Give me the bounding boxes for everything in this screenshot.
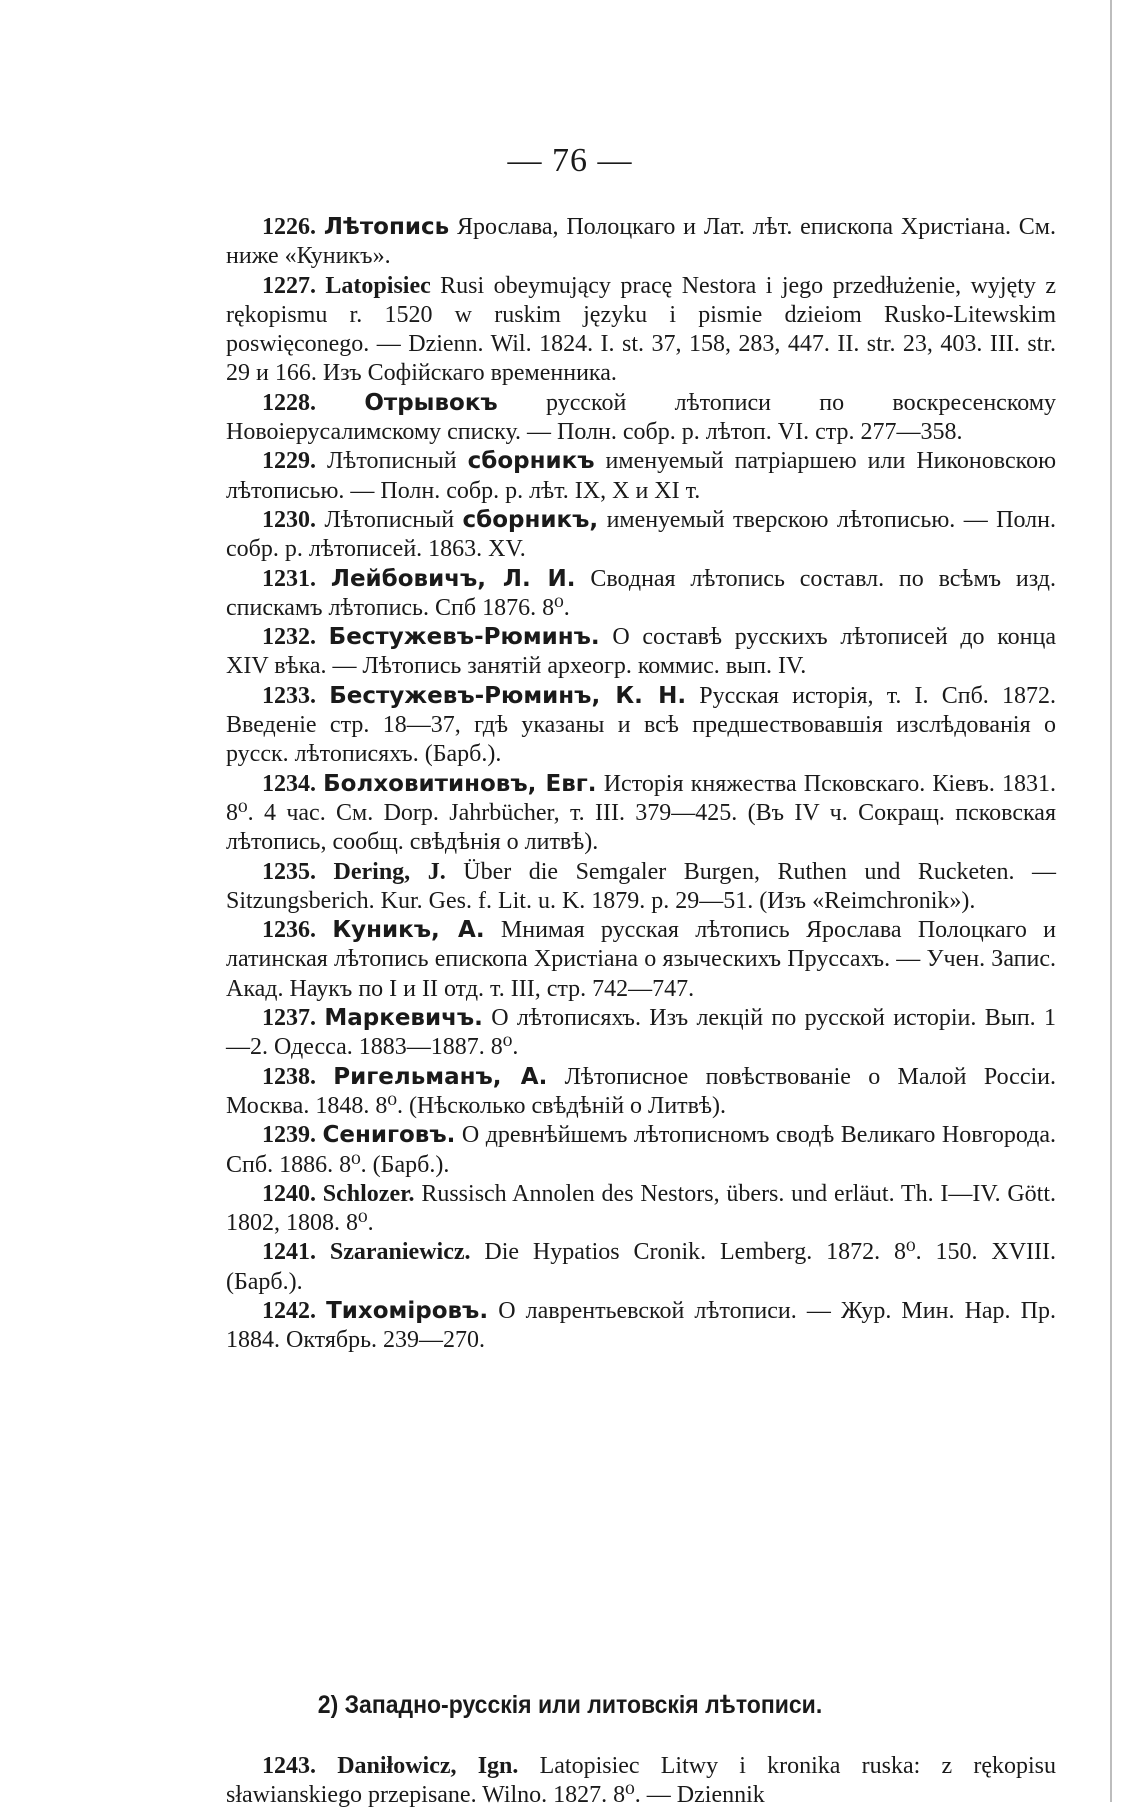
entry-heading: Бестужевъ-Рюминъ. — [328, 624, 600, 651]
entry-number: 1228. — [262, 389, 316, 416]
entry-prefix: Лѣтописный — [316, 506, 463, 533]
entry-text: Лѣтописное повѣствованіе о Малой Россіи. Москва. 1848. 8⁰. (Нѣсколько свѣдѣній о Литвѣ). — [226, 1063, 1056, 1119]
section-title: 2) Западно-русскія или литовскія лѣтописи. — [317, 1691, 823, 1719]
entry-number: 1226. — [262, 214, 316, 240]
entry-heading: Szaraniewicz. — [329, 1239, 471, 1266]
entry-number: 1234. — [262, 770, 316, 797]
bibliography-entry — [226, 770, 1056, 858]
entry-text: Über die Semgaler Burgen, Ruthen und Rucketen. — Sitzungsberich. Kur. Ges. f. Lit. u. K. 1879. p. 29—51. (Изъ «Reimchronik»). — [226, 858, 1057, 914]
bibliography-entry — [226, 506, 1056, 565]
entry-text: Сводная лѣтопись составл. по всѣмъ изд. спискамъ лѣтопись. Спб 1876. 8⁰. — [226, 565, 1056, 621]
entry-number: 1231. — [262, 565, 316, 592]
bibliography-entry — [226, 858, 1056, 917]
entry-text: О составѣ русскихъ лѣтописей до конца XIV вѣка. — Лѣтопись занятій археогр. коммис. вып. IV. — [226, 624, 1056, 680]
entry-heading: Лейбовичъ, Л. И. — [330, 565, 576, 592]
bibliography-entry — [226, 1238, 1056, 1297]
bibliography-entry — [226, 213, 1056, 272]
entry-heading: Ригельманъ, А. — [333, 1063, 548, 1090]
entry-heading: Бестужевъ-Рюминъ, К. Н. — [329, 682, 687, 709]
entry-heading: сборникъ, — [462, 506, 599, 533]
entry-text: Russisch Annolen des Nestors, übers. und erläut. Th. I—IV. Gött. 1802, 1808. 8⁰. — [226, 1180, 1057, 1237]
entry-number: 1239. — [262, 1122, 316, 1149]
entry-heading: сборникъ — [467, 448, 595, 475]
entry-heading: Тихоміровъ. — [326, 1297, 489, 1324]
entry-number: 1240. — [262, 1180, 316, 1207]
entry-text: Latopisiec Litwy i kronika ruska: z rękopisu sławianskiego przepisane. Wilno. 1827. 8⁰. — Dziennik — [226, 1753, 1056, 1809]
entry-number: 1237. — [262, 1005, 316, 1032]
bibliography-entry — [226, 272, 1056, 389]
entry-number: 1230. — [262, 506, 316, 533]
bibliography-entry — [226, 1004, 1056, 1063]
entry-text: Исторія княжества Псковскаго. Кіевъ. 1831. 8⁰. 4 час. См. Dorp. Jahrbücher, т. III. 379—425. (Въ IV ч. Сокращ. псковская лѣтопись, сообщ. свѣдѣнія о литвѣ). — [226, 770, 1056, 856]
bibliography-entry — [226, 389, 1056, 448]
entry-number: 1238. — [262, 1063, 316, 1090]
entry-heading: Отрывокъ — [364, 389, 498, 416]
entry-text: именуемый патріаршею или Никоновскою лѣтописью. — Полн. собр. р. лѣт. IX, X и XI т. — [226, 448, 1056, 504]
entry-text: Мнимая русская лѣтопись Ярослава Полоцкаго и латинская лѣтопись епископа Христіана о языческихъ Пруссахъ. — Учен. Запис. Акад. Наукъ по I и II отд. т. III, стр. 742—747. — [226, 917, 1056, 1002]
entry-text: Rusi obeymujący pracę Nestora i jego przedłużenie, wyjęty z rękopismu r. 1520 w ruskim języku i pismie dzieiom Rusko-Litewskim poswięconego. — Dzienn. Wil. 1824. I. st. 37, 158, 283, 447. II. str. 23, 403. III. str. 29 и 166. Изъ Софійскаго временника. — [226, 272, 1056, 387]
entry-text: именуемый тверскою лѣтописью. — Полн. собр. р. лѣтописей. 1863. XV. — [226, 506, 1056, 563]
bibliography-entry — [226, 916, 1056, 1004]
entry-text: О лаврентьевской лѣтописи. — Жур. Мин. Нар. Пр. 1884. Октябрь. 239—270. — [226, 1297, 1056, 1354]
bibliography-entry — [226, 682, 1056, 770]
entry-heading: Сениговъ. — [322, 1122, 456, 1149]
page-edge-rule — [1110, 0, 1112, 1802]
entry-prefix: Лѣтописный — [316, 448, 468, 475]
entry-heading: Dering, J. — [333, 858, 446, 885]
entry-number: 1235. — [262, 858, 316, 885]
entry-text: Die Hypatios Cronik. Lemberg. 1872. 8⁰. 150. XVIII. (Барб.). — [226, 1239, 1057, 1295]
entry-text: Русская исторія, т. I. Спб. 1872. Введеніе стр. 18—37, гдѣ указаны и всѣ предшествовавшія изслѣдованія о русск. лѣтописяхъ. (Барб.). — [226, 682, 1056, 768]
entry-text: Ярослава, Полоцкаго и Лат. лѣт. епископа Христіана. См. ниже «Куникъ». — [226, 214, 1056, 270]
entry-number: 1232. — [262, 624, 316, 651]
entry-text: О древнѣйшемъ лѣтописномъ сводѣ Великаго Новгорода. Спб. 1886. 8⁰. (Барб.). — [226, 1122, 1056, 1178]
entry-text: русской лѣтописи по воскресенскому Новоіерусалимскому списку. — Полн. собр. р. лѣтоп. VI. стр. 277—358. — [226, 389, 1057, 446]
bibliography-entry — [226, 623, 1056, 682]
entry-number: 1227. — [262, 272, 316, 299]
entry-number: 1236. — [262, 917, 316, 944]
entry-heading: Лѣтопись — [323, 214, 450, 240]
entry-number: 1233. — [262, 682, 316, 709]
entry-number: 1242. — [262, 1297, 316, 1324]
entry-number: 1229. — [262, 448, 316, 475]
bibliography-entry — [226, 447, 1056, 506]
bibliography-entry — [226, 1180, 1056, 1239]
entry-number: 1243. — [262, 1753, 316, 1779]
entry-heading: Болховитиновъ, Евг. — [323, 770, 597, 797]
bibliography-entries — [226, 213, 1056, 1356]
entry-heading: Куникъ, А. — [332, 917, 485, 944]
entry-heading: Daniłowicz, Ign. — [337, 1753, 519, 1779]
page-number: — 76 — — [507, 142, 633, 179]
bibliography-entry — [226, 565, 1056, 624]
bibliography-entry — [226, 1297, 1056, 1356]
entry-heading: Latopisiec — [325, 272, 431, 299]
entry-heading: Маркевичъ. — [324, 1005, 483, 1032]
bibliography-entry — [226, 1121, 1056, 1180]
entry-number: 1241. — [262, 1239, 316, 1266]
bibliography-entry — [226, 1063, 1056, 1122]
entry-heading: Schlozer. — [322, 1180, 415, 1207]
entry-text: О лѣтописяхъ. Изъ лекцій по русской исторіи. Вып. 1—2. Одесса. 1883—1887. 8⁰. — [226, 1005, 1057, 1061]
